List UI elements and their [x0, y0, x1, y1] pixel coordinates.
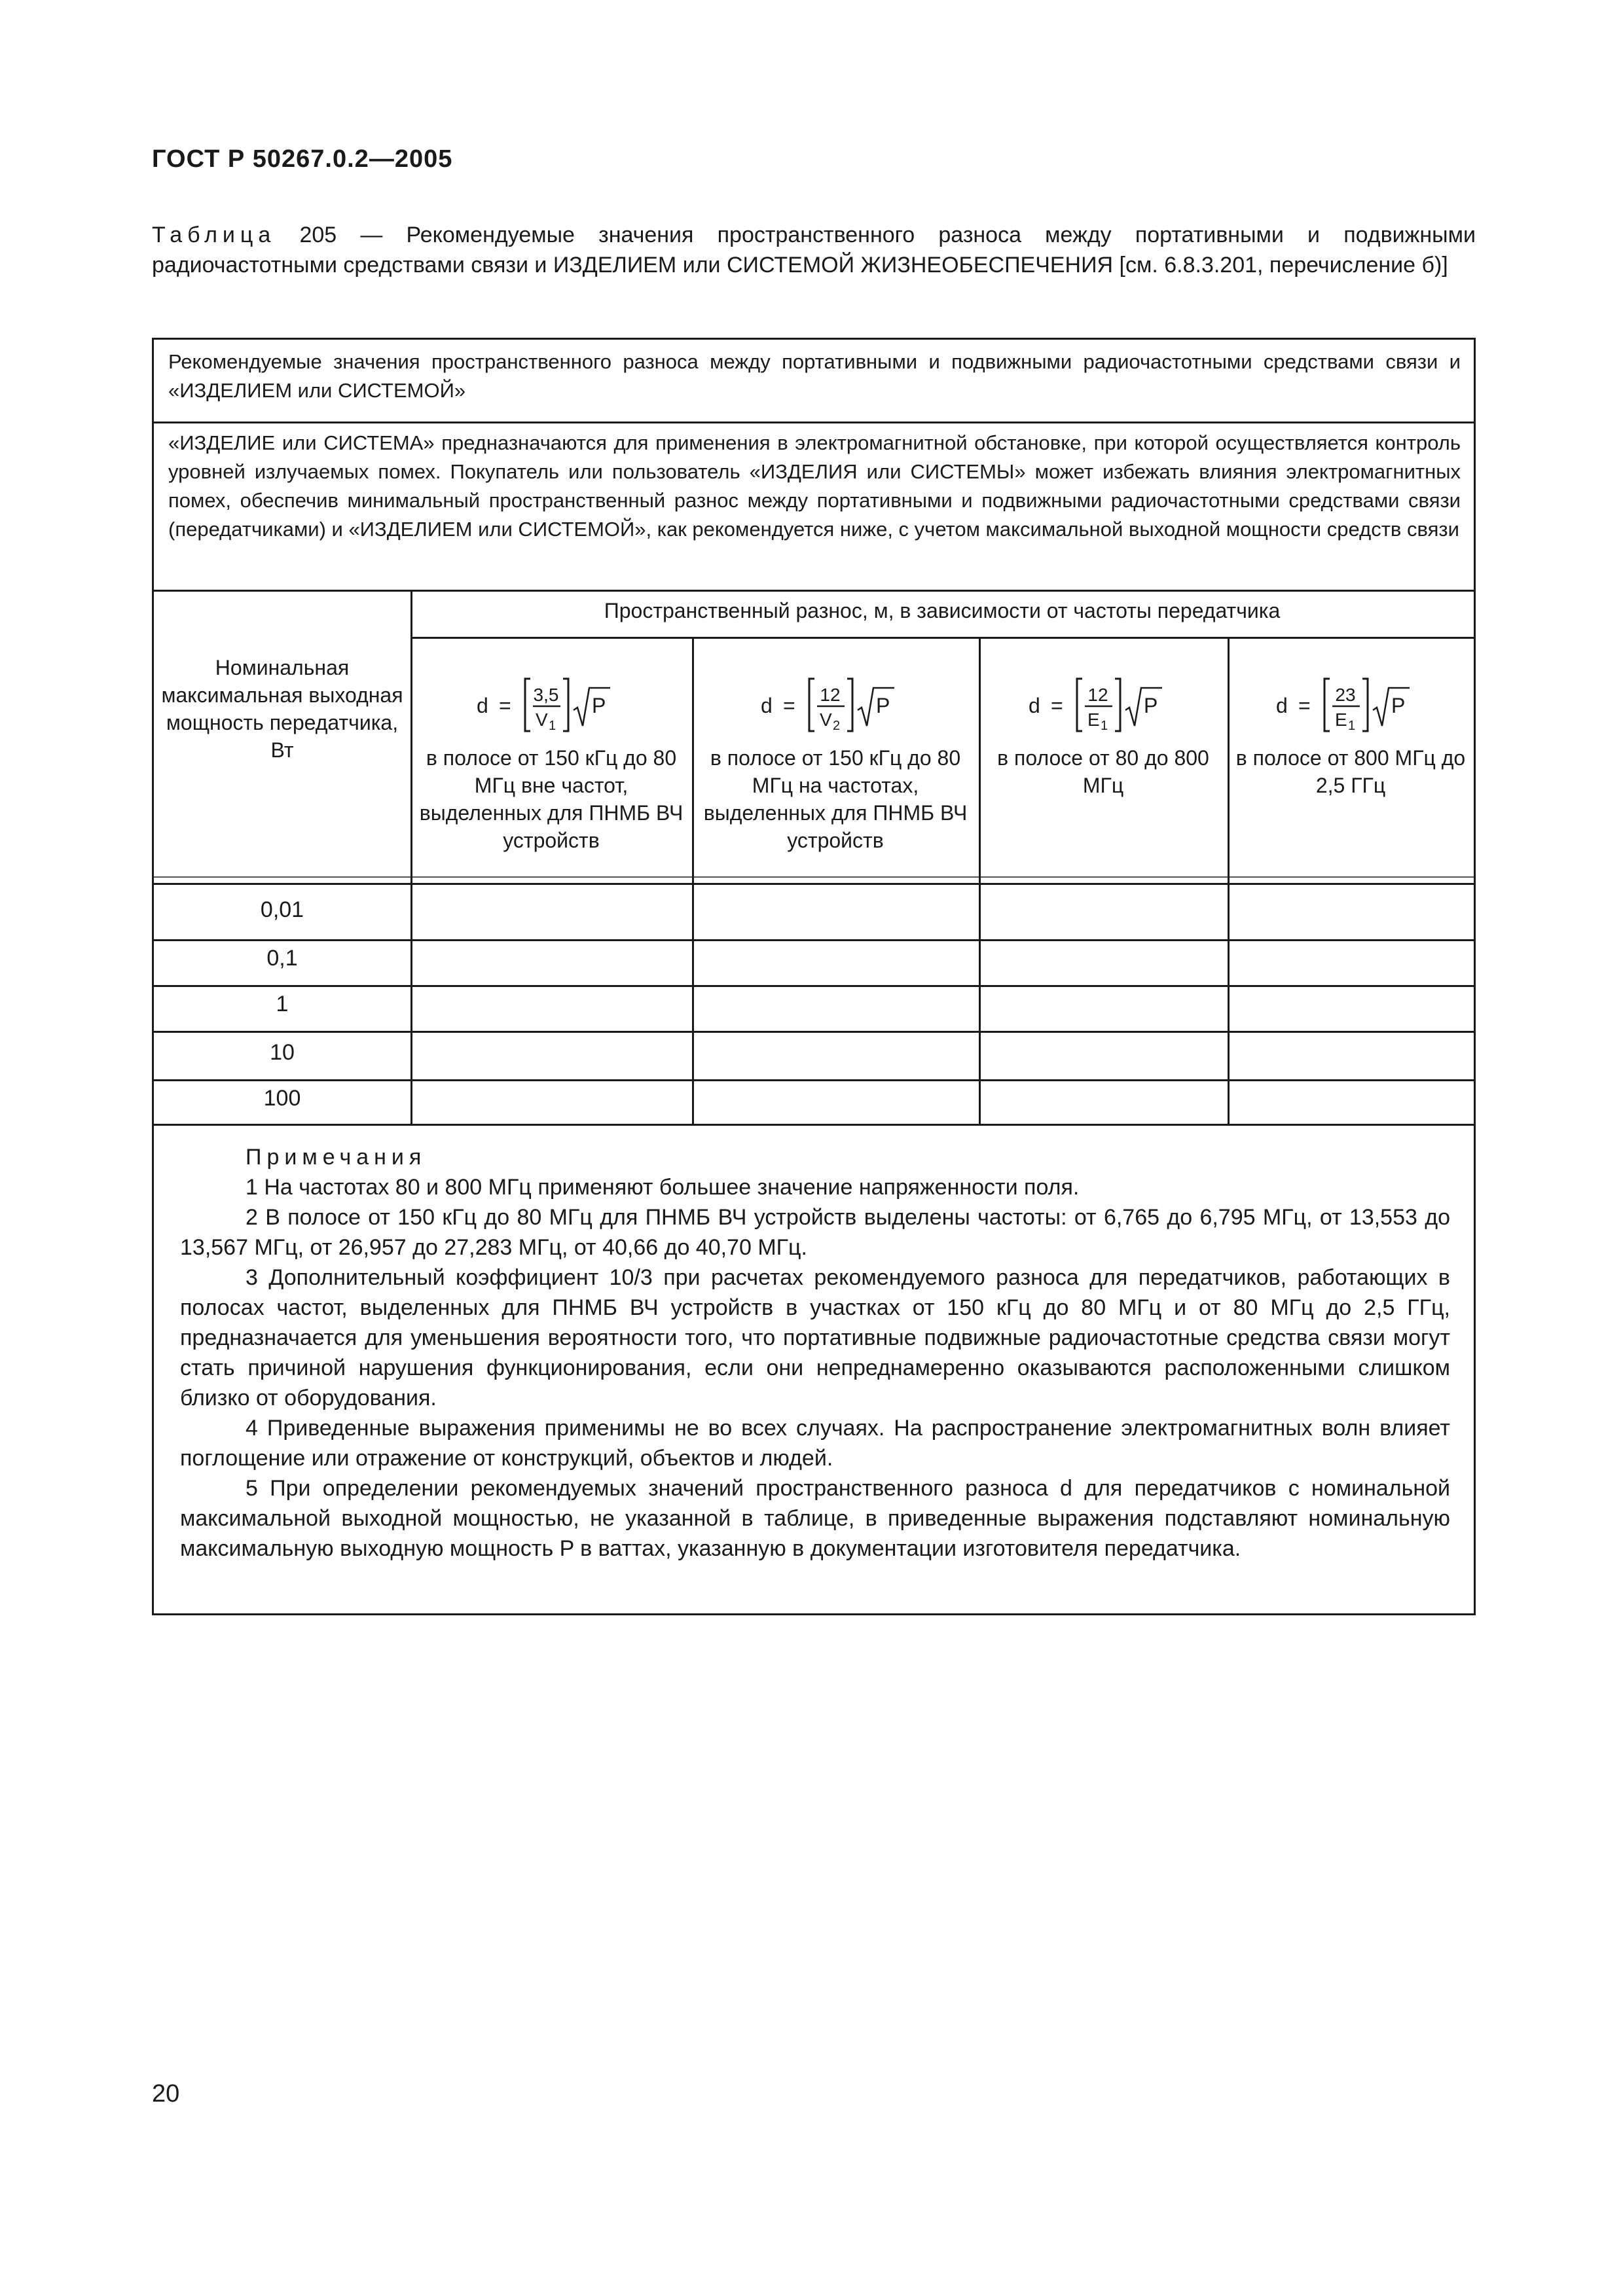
page-number: 20 [152, 2080, 180, 2108]
formula-denominator: V [820, 709, 832, 730]
span-header: Пространственный разнос, м, в зависимости от частоты передатчика [604, 599, 1281, 622]
formula [757, 668, 914, 740]
formula-eq: = [1051, 694, 1063, 717]
notes-title: Примечания [246, 1145, 427, 1170]
power-row-value: 1 [276, 992, 289, 1016]
caption-label: Таблица [152, 223, 276, 247]
formula-numerator: 3,5 [533, 685, 559, 705]
formula-col-1 [410, 668, 692, 740]
formula [1272, 668, 1429, 740]
table-notes [180, 1142, 1450, 1564]
formula-col-2 [692, 668, 979, 740]
bracket-right [563, 679, 568, 731]
caption-text: 205 — Рекомендуемые значения пространственного разноса между портативными и подвижными радиочастотными средствами связи и ИЗДЕЛИЕМ или СИСТЕМОЙ ЖИЗНЕОБЕСПЕЧЕНИЯ [см. 6.8.3.201, перечисление б)] [152, 223, 1476, 278]
col-desc-3: в полосе от 80 до 800 МГц [997, 746, 1209, 797]
formula-p: P [592, 694, 606, 717]
note-item: 5 При определении рекомендуемых значений пространственного разноса d для передатчиков с номинальной максимальной выходной мощностью, не указанной в таблице, в приведенные выражения подставляют номинальную максимальную выходную мощность P в ваттах, указанную в документации изготовителя передатчика. [180, 1476, 1450, 1561]
formula-numerator: 12 [820, 685, 841, 705]
formula [1025, 668, 1182, 740]
formula [473, 668, 630, 740]
bracket-left [1324, 679, 1330, 731]
power-row-value: 0,1 [266, 946, 298, 971]
bracket-right [847, 679, 852, 731]
bracket-left [525, 679, 530, 731]
formula-d: d [1276, 694, 1288, 717]
formula-denominator: E [1335, 709, 1347, 730]
formula-numerator: 23 [1335, 685, 1356, 705]
note-item: 4 Приведенные выражения применимы не во всех случаях. На распространение электромагнитных волн влияет поглощение или отражение от конструкций, объектов и людей. [180, 1416, 1450, 1471]
note-item: 2 В полосе от 150 кГц до 80 МГц для ПНМБ ВЧ устройств выделены частоты: от 6,765 до 6,795 МГц, от 13,553 до 13,567 МГц, от 26,957 до 27,283 МГц, от 40,66 до 40,70 МГц. [180, 1205, 1450, 1260]
col-desc-4: в полосе от 800 МГц до 2,5 ГГц [1235, 746, 1466, 797]
formula-numerator: 12 [1087, 685, 1108, 705]
formula-denominator: V [536, 709, 548, 730]
formula-eq: = [499, 694, 511, 717]
note-item: 1 На частотах 80 и 800 МГц применяют большее значение напряженности поля. [246, 1175, 1080, 1200]
table-intro: «ИЗДЕЛИЕ или СИСТЕМА» предназначаются для применения в электромагнитной обстановке, при которой осуществляется контроль уровней излучаемых помех. Покупатель или пользователь «ИЗДЕЛИЯ или СИСТЕМЫ» может избежать влияния электромагнитных помех, обеспечив минимальный пространственный разнос между портативными и подвижными радиочастотными средствами связи (передатчиками) и «ИЗДЕЛИЕМ или СИСТЕМОЙ», как рекомендуется ниже, с учетом максимальной выходной мощности средств связи [168, 431, 1461, 541]
formula-eq: = [783, 694, 795, 717]
table-caption [152, 220, 1476, 280]
table-frame [152, 338, 1476, 1615]
power-row-value: 10 [270, 1040, 295, 1065]
table-title: Рекомендуемые значения пространственного разноса между портативными и подвижными радиочастотными средствами связи и «ИЗДЕЛИЕМ или СИСТЕМОЙ» [168, 350, 1461, 402]
formula-col-3 [979, 668, 1228, 740]
formula-d: d [1029, 694, 1040, 717]
formula-p: P [1391, 694, 1406, 717]
note-item: 3 Дополнительный коэффициент 10/3 при расчетах рекомендуемого разноса для передатчиков, работающих в полосах частот, выделенных для ПНМБ ВЧ устройств в участках от 150 кГц до 80 МГц и от 80 МГц до 2,5 ГГц, предназначается для уменьшения вероятности того, что портативные подвижные радиочастотные средства связи могут стать причиной нарушения функционирования, если они непреднамеренно оказываются расположенными слишком близко от оборудования. [180, 1265, 1450, 1410]
formula-p: P [876, 694, 890, 717]
col-desc-2: в полосе от 150 кГц до 80 МГц на частотах, выделенных для ПНМБ ВЧ устройств [703, 746, 968, 852]
formula-denominator: E [1087, 709, 1100, 730]
formula-d: d [477, 694, 488, 717]
bracket-left [1077, 679, 1082, 731]
formula-p: P [1144, 694, 1158, 717]
formula-subscript: 1 [1348, 719, 1356, 733]
power-row-value: 100 [263, 1086, 301, 1111]
power-row-value: 0,01 [260, 897, 304, 922]
formula-subscript: 1 [1101, 719, 1108, 733]
formula-eq: = [1298, 694, 1311, 717]
formula-subscript: 2 [833, 719, 841, 733]
formula-col-4 [1228, 668, 1474, 740]
formula-d: d [761, 694, 773, 717]
bracket-left [809, 679, 814, 731]
bracket-right [1115, 679, 1120, 731]
bracket-right [1362, 679, 1368, 731]
formula-subscript: 1 [549, 719, 556, 733]
row-header: Номинальная максимальная выходная мощность передатчика, Вт [161, 656, 403, 762]
col-desc-1: в полосе от 150 кГц до 80 МГц вне частот, выделенных для ПНМБ ВЧ устройств [419, 746, 684, 852]
document-header: ГОСТ Р 50267.0.2—2005 [152, 145, 453, 173]
